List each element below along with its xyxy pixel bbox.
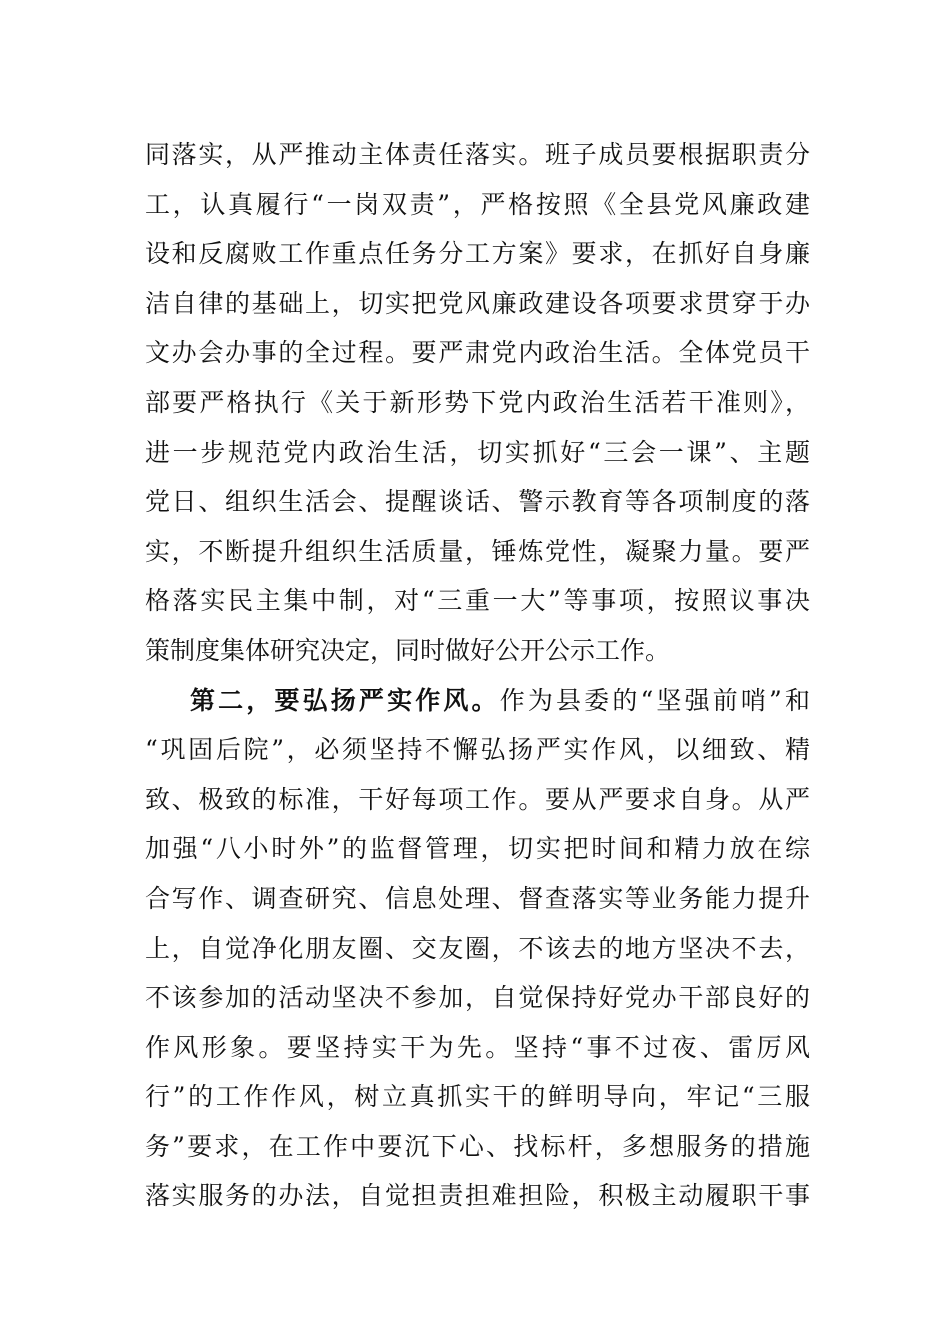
text-line: 加强“八小时外”的监督管理，切实把时间和精力放在综 (145, 834, 810, 864)
text-line: 设和反腐败工作重点任务分工方案》要求，在抓好自身廉 (145, 239, 810, 269)
text-line: 策制度集体研究决定，同时做好公开公示工作。 (145, 635, 671, 665)
text-line: 上，自觉净化朋友圈、交友圈，不该去的地方坚决不去， (145, 933, 810, 963)
paragraph-heading: 第二，要弘扬严实作风。 (190, 685, 500, 715)
text-line: 实，不断提升组织生活质量，锤炼党性，凝聚力量。要严 (145, 536, 810, 566)
text-line: 务”要求，在工作中要沉下心、找标杆，多想服务的措施 (145, 1131, 810, 1161)
body-text (145, 130, 810, 1221)
text-line: 致、极致的标准，干好每项工作。要从严要求自身。从严 (145, 784, 810, 814)
text-line: 进一步规范党内政治生活，切实抓好“三会一课”、主题 (145, 437, 810, 467)
text-line: 文办会办事的全过程。要严肃党内政治生活。全体党员干 (145, 338, 810, 368)
text-line (145, 676, 810, 726)
text-line: 工，认真履行“一岗双责”，严格按照《全县党风廉政建 (145, 189, 810, 219)
text-line: 党日、组织生活会、提醒谈话、警示教育等各项制度的落 (145, 487, 810, 517)
text-line: 洁自律的基础上，切实把党风廉政建设各项要求贯穿于办 (145, 288, 810, 318)
text-line: 落实服务的办法，自觉担责担难担险，积极主动履职干事 (145, 1181, 810, 1211)
text-line: 不该参加的活动坚决不参加，自觉保持好党办干部良好的 (145, 983, 810, 1013)
heading-line-rest: 作为县委的“坚强前哨”和 (499, 685, 810, 715)
paragraph-1 (145, 130, 810, 676)
text-line: 部要严格执行《关于新形势下党内政治生活若干准则》， (145, 387, 810, 417)
text-line: 同落实，从严推动主体责任落实。班子成员要根据职责分 (145, 140, 810, 169)
text-line: 行”的工作作风，树立真抓实干的鲜明导向，牢记“三服 (145, 1082, 810, 1112)
text-line: “巩固后院”，必须坚持不懈弘扬严实作风，以细致、精 (145, 735, 810, 765)
paragraph-2 (145, 676, 810, 1222)
text-line: 格落实民主集中制，对“三重一大”等事项，按照议事决 (145, 586, 810, 616)
text-line: 作风形象。要坚持实干为先。坚持“事不过夜、雷厉风 (145, 1032, 810, 1062)
text-line: 合写作、调查研究、信息处理、督查落实等业务能力提升 (145, 883, 810, 913)
